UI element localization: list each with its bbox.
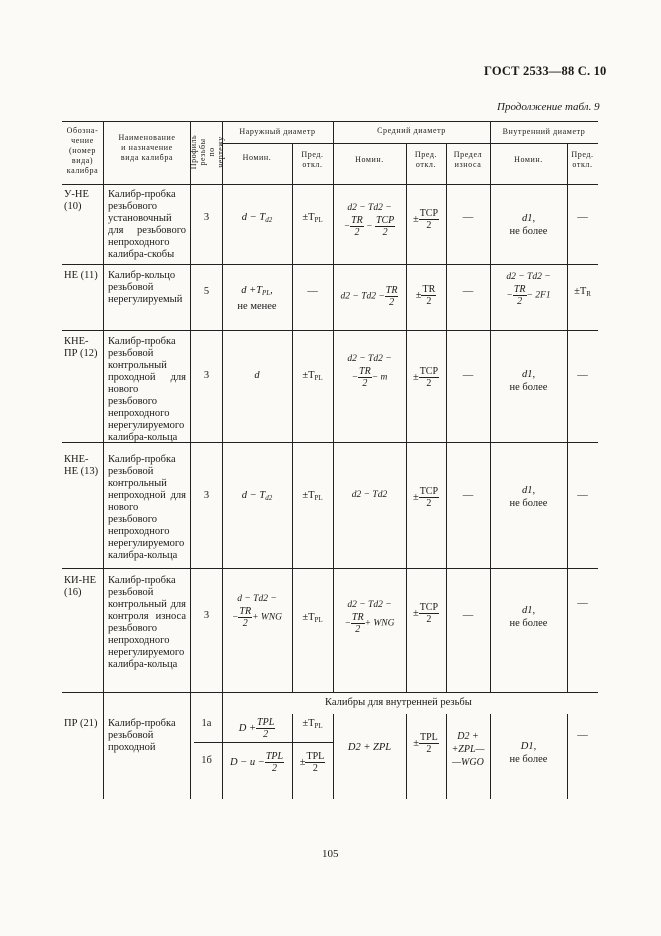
- row-profile-1b: 1б: [201, 755, 212, 766]
- col-outer-header: Наружный диаметр: [239, 127, 316, 136]
- middle-nominal: d2 − Td2 − − $\frac{TR}{2}$ + WNG: [344, 600, 395, 635]
- row-name: Калибр-кольцо резьбовой нерегулируемый: [108, 270, 183, 305]
- rule-row2: [62, 330, 598, 331]
- inner-tolerance: —: [577, 598, 588, 609]
- vrule-inner-tol-b: [567, 714, 568, 799]
- outer-nominal-1b: D − u − $\frac{\text{TPL}}{2}$: [229, 751, 284, 774]
- row-code: КИ-НЕ (16): [64, 575, 97, 598]
- middle-wear: —: [462, 490, 474, 501]
- row-name: Калибр-пробка резьбовой проходной: [108, 718, 176, 753]
- row-code: КНЕ- ПР (12): [64, 336, 98, 359]
- inner-nominal: d1, не более: [509, 369, 548, 393]
- inner-nominal: d1, не более: [509, 485, 548, 509]
- rule-split-1a-1b: [194, 742, 333, 743]
- vrule-name: [190, 121, 191, 799]
- outer-nom-header: Номин.: [242, 153, 272, 162]
- outer-nominal: $d +T_{PL}$, не менее: [237, 285, 277, 312]
- rule-row5: [62, 692, 598, 693]
- middle-nominal: d2 − Td2 − $\frac{TR}{2}$: [340, 285, 398, 308]
- middle-nominal: d2 − Td2 − − $\frac{TR}{2}$ − m: [347, 354, 392, 389]
- outer-tolerance-1b: ± $\frac{\text{TPL}}{2}$: [299, 751, 325, 774]
- vrule-inner-tol: [567, 143, 568, 693]
- inner-tolerance: $\pm T_R$: [574, 286, 591, 298]
- row-profile-1a: 1а: [201, 718, 212, 729]
- vrule-mid-tol-b: [406, 714, 407, 799]
- vrule-outer-mid: [292, 143, 293, 693]
- inner-tolerance: —: [577, 490, 588, 501]
- outer-nominal-1a: D + $\frac{\text{TPL}}{2}$: [238, 717, 275, 740]
- col-middle-header: Средний диаметр: [377, 126, 446, 135]
- inner-nominal: d1, не более: [509, 213, 548, 237]
- outer-tolerance: $\pm T_{PL}$: [302, 612, 323, 624]
- middle-tolerance: ± $\frac{\text{TCP}}{2}$: [412, 602, 439, 625]
- row-code: НЕ (11): [64, 270, 98, 281]
- outer-tol-header: Пред. откл.: [301, 150, 324, 169]
- middle-wear: D2 + +ZPL— —WGO: [451, 731, 485, 768]
- rule-row1: [62, 264, 598, 265]
- middle-wear: —: [462, 370, 474, 381]
- inner-tolerance: —: [577, 370, 588, 381]
- row-name: Калибр-пробка резьбовой контрольный непроходной для нового резьбового непроходного нерегулируемого калибра-кольца: [108, 454, 186, 561]
- row-code: У-НЕ (10): [64, 189, 89, 212]
- middle-wear-header: Предел износа: [453, 150, 483, 169]
- outer-nominal: $d - T_{d2}$: [241, 490, 273, 502]
- outer-tolerance: —: [307, 286, 318, 297]
- inner-nominal: d2 − Td2 − − $\frac{TR}{2}$ − 2F1: [506, 272, 551, 307]
- rule-subheader: [222, 143, 598, 144]
- row-profile: 3: [203, 610, 210, 621]
- middle-tolerance: ± $\frac{TR}{2}$: [415, 284, 436, 307]
- col-name-header: Наименование и назначение вида калибра: [118, 133, 176, 162]
- inner-tolerance: —: [577, 730, 588, 741]
- row-code: ПР (21): [64, 718, 98, 729]
- middle-wear: —: [462, 212, 474, 223]
- middle-tol-header: Пред. откл.: [414, 150, 438, 169]
- inner-nominal: D1, не более: [509, 741, 548, 765]
- middle-wear: —: [462, 286, 474, 297]
- row-profile: 5: [203, 286, 210, 297]
- page-number: 105: [322, 848, 339, 860]
- middle-tolerance: ± $\frac{\text{TCP}}{2}$: [412, 208, 439, 231]
- vrule-middle-b: [333, 714, 334, 799]
- outer-nominal: $d - T_{d2}$: [241, 212, 273, 224]
- outer-tolerance: $\pm T_{PL}$: [302, 370, 323, 382]
- row-code: КНЕ- НЕ (13): [64, 454, 99, 477]
- table-continuation-label: Продолжение табл. 9: [497, 101, 600, 113]
- col-designation-header: Обозна- чение (номер вида) калибра: [66, 126, 99, 175]
- outer-tolerance: $\pm T_{PL}$: [302, 490, 323, 502]
- middle-tolerance: ± $\frac{\text{TPL}}{2}$: [413, 732, 438, 755]
- outer-nominal: d − Td2 − − $\frac{TR}{2}$ + WNG: [232, 594, 282, 629]
- rule-header-bottom: [62, 184, 598, 185]
- rule-top: [62, 121, 598, 122]
- middle-wear: —: [462, 610, 474, 621]
- middle-tolerance: ± $\frac{\text{TCP}}{2}$: [412, 366, 439, 389]
- outer-nominal: d: [254, 370, 260, 381]
- col-inner-header: Внутренний диаметр: [502, 127, 586, 136]
- outer-tolerance-1a: $\pm T_{PL}$: [302, 718, 323, 730]
- middle-tolerance: ± $\frac{\text{TCP}}{2}$: [412, 486, 439, 509]
- middle-nom-header: Номин.: [355, 155, 384, 164]
- col-profile-header: Профиль резьбы по чертежу: [189, 134, 225, 170]
- middle-nominal: d2 − Td2 − − $\frac{TR}{2}$ − $\frac{\text{TCP}}{2}$: [343, 203, 395, 238]
- row-name: Калибр-пробка резьбового установочный для резьбового непроходного калибра-скобы: [108, 189, 186, 260]
- middle-nominal: D2 + ZPL: [347, 742, 392, 753]
- page-header-title: ГОСТ 2533—88 С. 10: [484, 64, 607, 78]
- inner-tolerance: —: [577, 212, 588, 223]
- row-name: Калибр-пробка резьбовой контрольный проходной для нового резьбового непроходного нерегулируемого калибра-кольца: [108, 336, 186, 443]
- rule-row4: [62, 568, 598, 569]
- middle-nominal: d2 − Td2: [351, 490, 388, 500]
- inner-tol-header: Пред. откл.: [571, 150, 594, 169]
- inner-nominal: d1, не более: [509, 605, 548, 629]
- section-internal-thread-heading: Калибры для внутренней резьбы: [325, 697, 472, 708]
- row-profile: 3: [203, 490, 210, 501]
- row-profile: 3: [203, 370, 210, 381]
- inner-nom-header: Номин.: [514, 155, 543, 164]
- outer-tolerance: $\pm T_{PL}$: [302, 212, 323, 224]
- row-profile: 3: [203, 212, 210, 223]
- vrule-code: [103, 121, 104, 799]
- row-name: Калибр-пробка резьбовой контрольный для контроля износа резьбового непроходного нерегулируемого калибра-кольца: [108, 575, 186, 670]
